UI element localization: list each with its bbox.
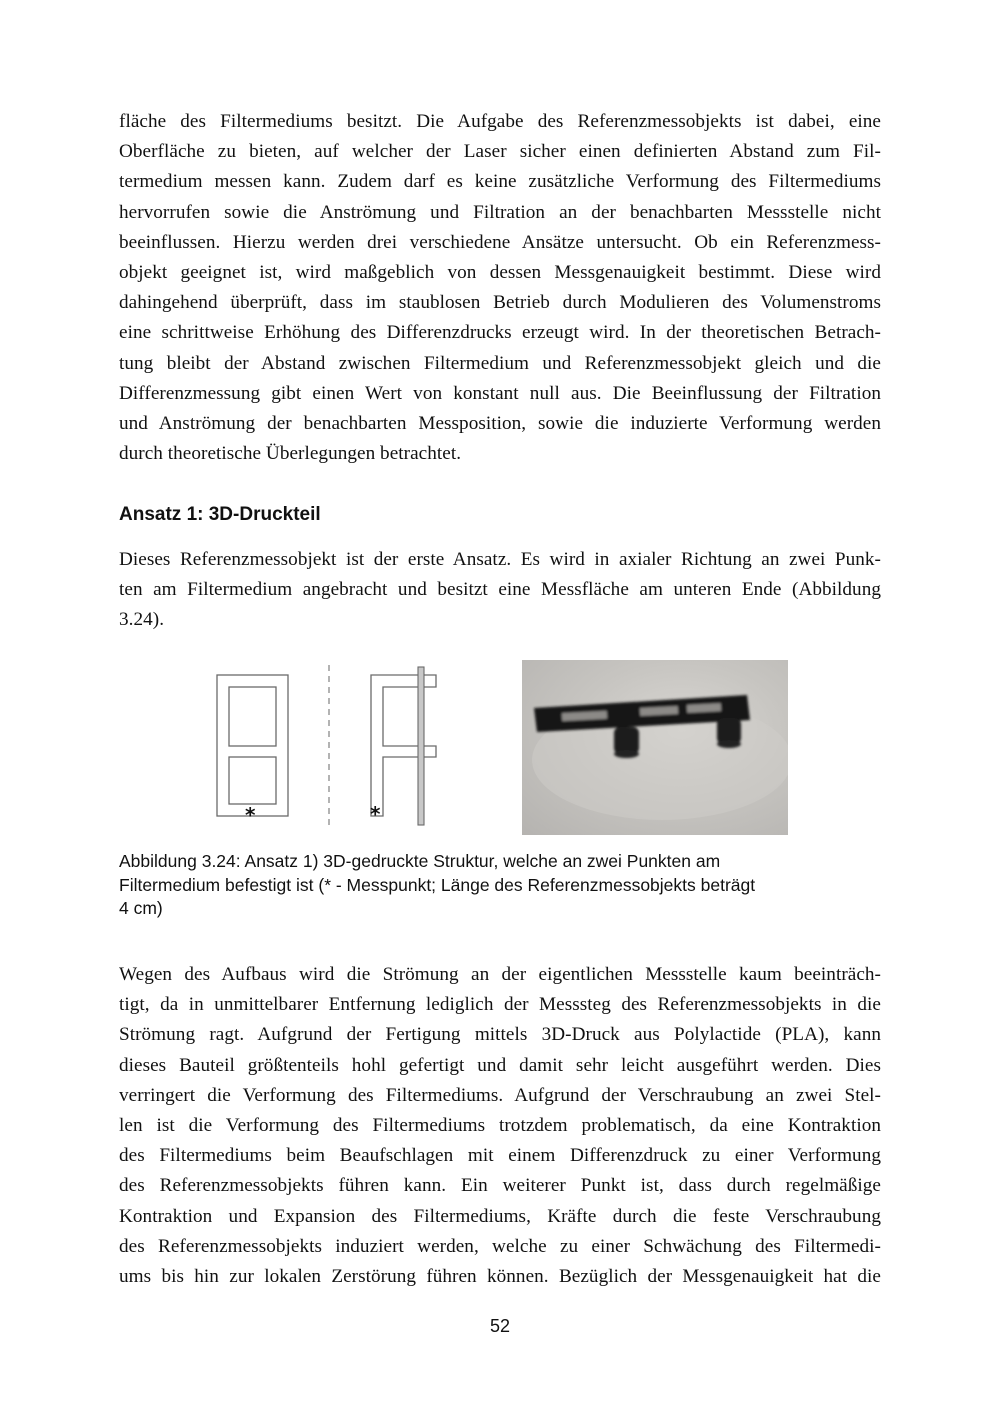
- figure-caption: [119, 850, 881, 921]
- text-line: und Anströmung der benachbarten Messposition, sowie die induzierte Verformung werden: [119, 413, 881, 435]
- text-line: tung bleibt der Abstand zwischen Filtermedium und Referenzmessobjekt gleich und die: [119, 352, 881, 374]
- measure-point-marker: *: [245, 803, 256, 827]
- text-line: Oberfläche zu bieten, auf welcher der Laser sicher einen definierten Abstand zum Fil-: [119, 141, 881, 163]
- text-line: Kontraktion und Expansion des Filtermediums, Kräfte durch die feste Verschraubung: [119, 1205, 881, 1227]
- text-line: verringert die Verformung des Filtermediums. Aufgrund der Verschraubung an zwei Stel-: [119, 1084, 881, 1106]
- front-view: [217, 675, 288, 816]
- text-line: Dieses Referenzmessobjekt ist der erste Ansatz. Es wird in axialer Richtung an zwei Punk-: [119, 549, 881, 570]
- text-line: eine schrittweise Erhöhung des Differenzdrucks erzeugt wird. In der theoretischen Betrach-: [119, 322, 881, 344]
- text-line: ums bis hin zur lokalen Zerstörung führen können. Bezüglich der Messgenauigkeit hat die: [119, 1266, 881, 1288]
- caption-line: 4 cm): [119, 898, 163, 918]
- text-line: tigt, da in unmittelbarer Entfernung lediglich der Messsteg des Referenzmessobjekts in die: [119, 994, 881, 1016]
- text-line: fläche des Filtermediums besitzt. Die Aufgabe des Referenzmessobjekts ist dabei, eine: [119, 111, 881, 132]
- intro-paragraph: [119, 107, 881, 469]
- text-line: len ist die Verformung des Filtermediums trotzdem problematisch, da eine Kontraktion: [119, 1115, 881, 1137]
- side-view: [371, 675, 436, 816]
- section-paragraph: [119, 545, 881, 636]
- figure-3-24: [200, 655, 800, 840]
- text-line: Wegen des Aufbaus wird die Strömung an der eigentlichen Messstelle kaum beeinträch-: [119, 964, 881, 985]
- text-line: 3.24).: [119, 609, 165, 631]
- text-line: Differenzmessung gibt einen Wert von konstant null aus. Die Beeinflussung der Filtration: [119, 382, 881, 404]
- text-line: durch theoretische Überlegungen betrachtet.: [119, 443, 462, 465]
- schematic-diagram: [200, 655, 460, 840]
- caption-line: Abbildung 3.24: Ansatz 1) 3D-gedruckte Struktur, welche an zwei Punkten am: [119, 851, 721, 871]
- photo-render: [522, 660, 788, 835]
- text-line: beeinflussen. Hierzu werden drei verschiedene Ansätze untersucht. Ob ein Referenzmess-: [119, 231, 881, 253]
- caption-line: Filtermedium befestigt ist (* - Messpunkt; Länge des Referenzmessobjekts beträgt: [119, 874, 756, 895]
- text-line: dahingehend überprüft, dass im staublosen Betrieb durch Modulieren des Volumenstroms: [119, 292, 881, 314]
- text-line: termedium messen kann. Zudem darf es keine zusätzliche Verformung des Filtermediums: [119, 171, 881, 193]
- text-line: objekt geeignet ist, wird maßgeblich von dessen Messgenauigkeit bestimmt. Diese wird: [119, 262, 881, 284]
- text-line: Strömung ragt. Aufgrund der Fertigung mittels 3D-Druck aus Polylactide (PLA), kann: [119, 1024, 881, 1046]
- measure-point-marker: *: [370, 802, 381, 826]
- filter-medium: [418, 667, 424, 825]
- text-line: dieses Bauteil größtenteils hohl gefertigt und damit sehr leicht ausgeführt werden. Dies: [119, 1054, 881, 1076]
- text-line: des Referenzmessobjekts führen kann. Ein weiterer Punkt ist, dass durch regelmäßige: [119, 1175, 881, 1197]
- text-line: ten am Filtermedium angebracht und besitzt eine Messfläche am unteren Ende (Abbildung: [119, 579, 881, 601]
- page-number: 52: [489, 1316, 511, 1336]
- text-line: des Referenzmessobjekts induziert werden, welche zu einer Schwächung des Filtermedi-: [119, 1235, 881, 1257]
- object-photo: [522, 660, 788, 835]
- body-paragraph: [119, 960, 881, 1292]
- section-heading: Ansatz 1: 3D-Druckteil: [119, 504, 321, 525]
- text-line: des Filtermediums beim Beaufschlagen mit einem Differenzdruck zu einer Verformung: [119, 1145, 881, 1167]
- text-line: hervorrufen sowie die Anströmung und Filtration an der benachbarten Messstelle nicht: [119, 201, 881, 223]
